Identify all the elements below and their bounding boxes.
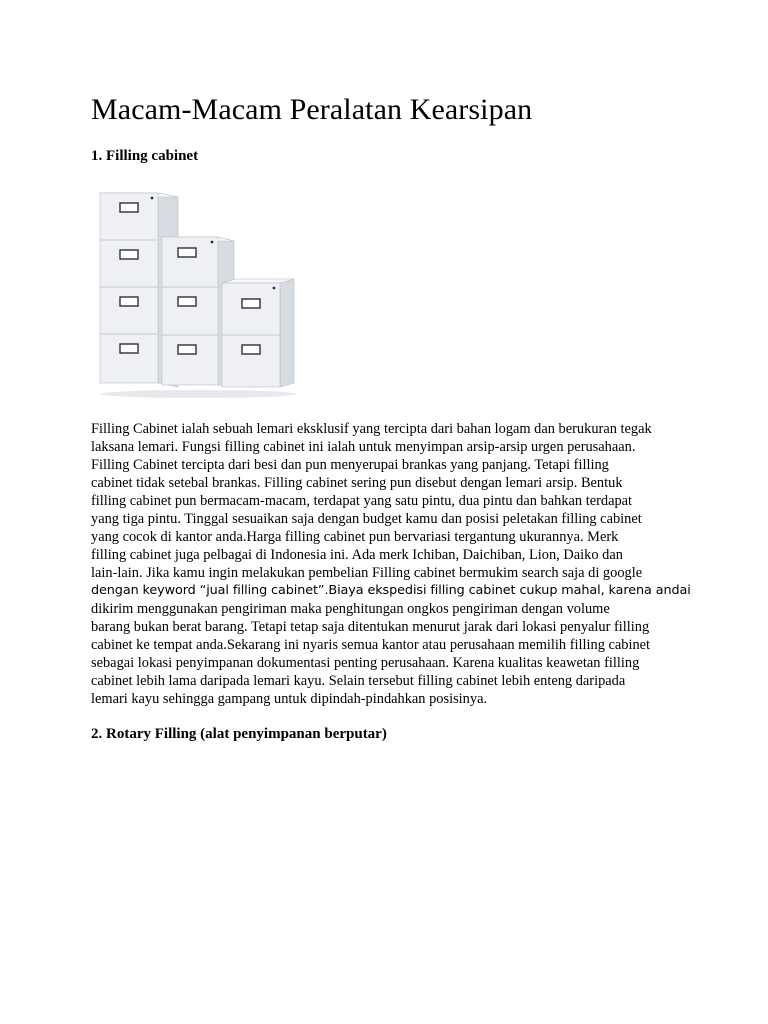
paragraph-line: sebagai lokasi penyimpanan dokumentasi penting perusahaan. Karena kualitas keawetan filling bbox=[91, 655, 640, 671]
paragraph-line: cabinet lebih lama daripada lemari kayu. Selain tersebut filling cabinet lebih enteng daripada bbox=[91, 673, 626, 689]
filling-cabinet-illustration bbox=[98, 187, 296, 400]
page-title: Macam-Macam Peralatan Kearsipan bbox=[91, 93, 533, 126]
filling-cabinet-paragraph bbox=[91, 420, 691, 708]
drawer-handle bbox=[242, 299, 260, 308]
paragraph-line: dikirim menggunakan pengiriman maka penghitungan ongkos pengiriman dengan volume bbox=[91, 601, 610, 617]
paragraph-line: cabinet tidak setebal brankas. Filling cabinet sering pun disebut dengan lemari arsip. Bentuk bbox=[91, 475, 623, 491]
paragraph-line: yang cocok di kantor anda.Harga filling cabinet pun bervariasi tergantung ukurannya. Merk bbox=[91, 529, 619, 545]
drawer-handle bbox=[120, 203, 138, 212]
drawer-handle bbox=[178, 297, 196, 306]
filling-cabinet-image bbox=[98, 187, 296, 400]
drawer-handle bbox=[178, 345, 196, 354]
paragraph-line: Filling Cabinet tercipta dari besi dan pun menyerupai brankas yang panjang. Tetapi filling bbox=[91, 457, 609, 473]
drawer-handle bbox=[178, 248, 196, 257]
paragraph-line: Filling Cabinet ialah sebuah lemari eksklusif yang tercipta dari bahan logam dan berukuran tegak bbox=[91, 421, 652, 437]
paragraph-line: yang tiga pintu. Tinggal sesuaikan saja dengan budget kamu dan posisi peletakan filling cabinet bbox=[91, 511, 642, 527]
cabinet-shadow bbox=[100, 390, 296, 398]
paragraph-line: lain-lain. Jika kamu ingin melakukan pembelian Filling cabinet bermukim search saja di google bbox=[91, 565, 643, 581]
paragraph-line: dengan keyword “jual filling cabinet”.Biaya ekspedisi filling cabinet cukup mahal, karena andai bbox=[91, 583, 691, 598]
paragraph-line: filling cabinet juga pelbagai di Indonesia ini. Ada merk Ichiban, Daichiban, Lion, Daiko dan bbox=[91, 547, 623, 563]
section-heading-filling-cabinet: 1. Filling cabinet bbox=[91, 148, 199, 164]
paragraph-line: lemari kayu sehingga gampang untuk dipindah-pindahkan posisinya. bbox=[91, 691, 488, 707]
paragraph-line: barang bukan berat barang. Tetapi tetap saja ditentukan menurut jarak dari lokasi penyalur filling bbox=[91, 619, 650, 635]
drawer-handle bbox=[242, 345, 260, 354]
paragraph-line: cabinet ke tempat anda.Sekarang ini nyaris semua kantor atau perusahaan memilih filling cabinet bbox=[91, 637, 651, 653]
section-heading-rotary-filling: 2. Rotary Filling (alat penyimpanan berputar) bbox=[91, 726, 387, 742]
drawer-handle bbox=[120, 250, 138, 259]
paragraph-line: filling cabinet pun bermacam-macam, terdapat yang satu pintu, dua pintu dan bahkan terdapat bbox=[91, 493, 633, 509]
paragraph-line: laksana lemari. Fungsi filling cabinet ini ialah untuk menyimpan arsip-arsip urgen perusahaan. bbox=[91, 439, 636, 455]
drawer-handle bbox=[120, 297, 138, 306]
cabinet-two-drawer bbox=[222, 279, 294, 387]
drawer-handle bbox=[120, 344, 138, 353]
